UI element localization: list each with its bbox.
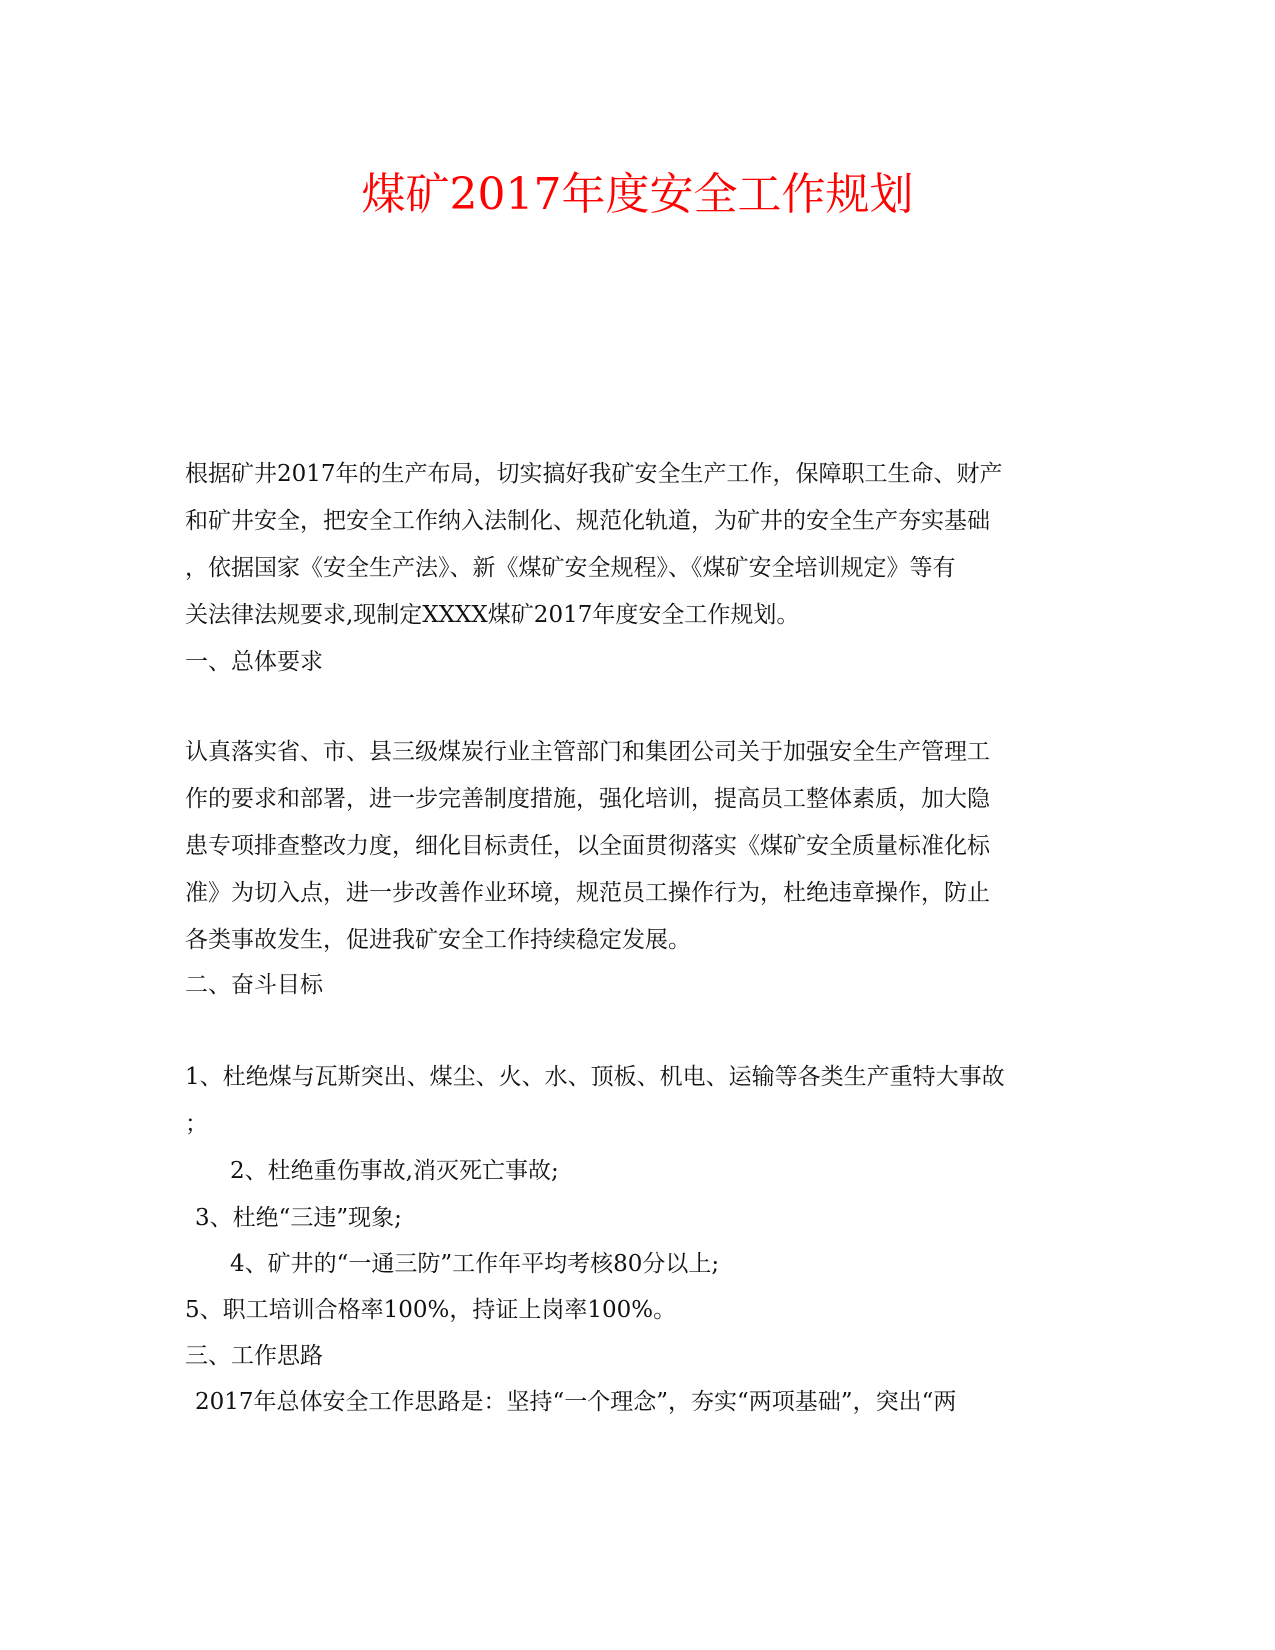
paragraph-line: 认真落实省、市、县三级煤炭行业主管部门和集团公司关于加强安全生产管理工 [185,739,990,765]
intro-line: 关法律法规要求,现制定XXXX煤矿2017年度安全工作规划。 [185,602,800,628]
section-heading: 三、工作思路 [185,1343,323,1369]
goal-item: 4、矿井的“一通三防”工作年平均考核80分以上; [230,1251,720,1277]
document-title: 煤矿2017年度安全工作规划 [361,169,914,220]
goal-item: 5、职工培训合格率100%，持证上岗率100%。 [185,1297,677,1323]
paragraph-line: 作的要求和部署，进一步完善制度措施，强化培训，提高员工整体素质，加大隐 [185,786,990,812]
intro-line: 和矿井安全，把安全工作纳入法制化、规范化轨道，为矿井的安全生产夯实基础 [185,508,990,534]
paragraph-line: 各类事故发生，促进我矿安全工作持续稳定发展。 [185,927,691,953]
paragraph-line: 患专项排查整改力度，细化目标责任，以全面贯彻落实《煤矿安全质量标准化标 [185,833,990,859]
intro-line: 根据矿井2017年的生产布局，切实搞好我矿安全生产工作，保障职工生命、财产 [185,461,1003,487]
goal-item: 1、杜绝煤与瓦斯突出、煤尘、火、水、顶板、机电、运输等各类生产重特大事故 [185,1064,1005,1090]
goal-item: 2、杜绝重伤事故,消灭死亡事故; [230,1158,559,1184]
paragraph-line: 准》为切入点，进一步改善作业环境，规范员工操作行为，杜绝违章操作，防止 [185,880,990,906]
paragraph-line: 2017年总体安全工作思路是：坚持“一个理念”，夯实“两项基础”，突出“两 [195,1389,957,1415]
section-heading: 二、奋斗目标 [185,972,323,998]
goal-item: 3、杜绝“三违”现象; [195,1205,402,1231]
intro-line: ，依据国家《安全生产法》、新《煤矿安全规程》、《煤矿安全培训规定》等有 [185,555,956,581]
section-heading: 一、总体要求 [185,649,323,675]
goal-item: ； [185,1111,208,1137]
